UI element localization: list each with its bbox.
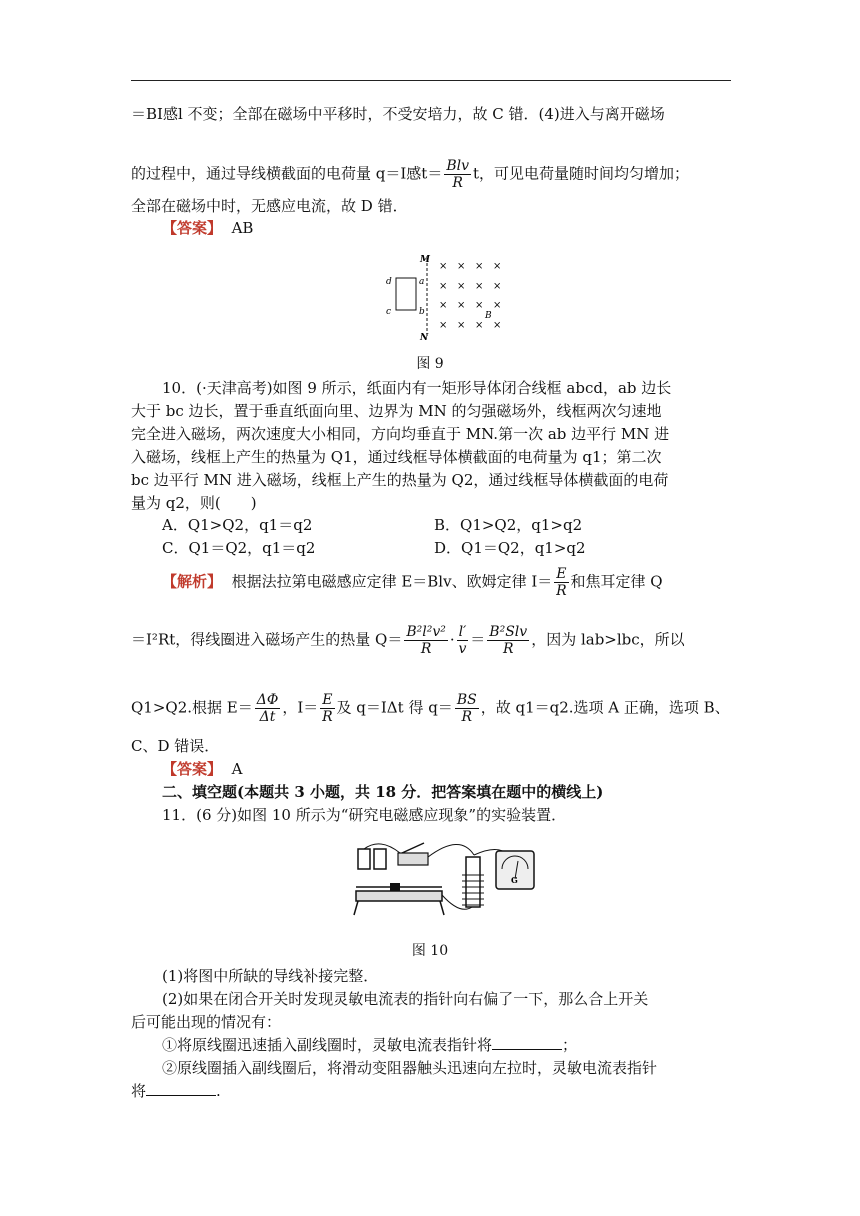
text-span: 和焦耳定律 Q: [570, 572, 663, 591]
option-a: A．Q1>Q2，q1＝q2: [162, 516, 313, 534]
frame-abcd: [396, 278, 416, 310]
option-c: C．Q1＝Q2，q1＝q2: [162, 539, 316, 557]
text-span: t，可见电荷量随时间均匀增加；: [473, 164, 690, 183]
text-span: .: [216, 1082, 221, 1100]
fraction: [455, 692, 479, 725]
analysis-line: [131, 624, 685, 657]
svg-text:×: ×: [439, 320, 448, 331]
denominator: Δt: [259, 709, 276, 725]
analysis-line: C、D 错误．: [131, 737, 220, 755]
text-span: 根据法拉第电磁感应定律 E＝Blv、欧姆定律 I＝: [231, 572, 553, 591]
label-a: a: [419, 277, 425, 287]
text-span: ①将原线圈迅速插入副线圈时，灵敏电流表指针将: [162, 1036, 493, 1054]
figure-10-caption: 图 10: [411, 943, 449, 959]
svg-text:×: ×: [439, 281, 448, 292]
switch-blade: [402, 843, 424, 853]
question-line: bc 边平行 MN 进入磁场，线框上产生的热量为 Q2，通过线框导体横截面的电荷: [131, 471, 669, 489]
text-span: ，故 q1＝q2.选项 A 正确，选项 B、: [480, 698, 730, 717]
meter-label: G: [511, 875, 518, 885]
denominator: R: [461, 709, 473, 725]
svg-text:×: ×: [439, 300, 448, 311]
svg-text:×: ×: [457, 320, 466, 331]
question-line: [162, 1035, 577, 1055]
label-d: d: [386, 277, 392, 287]
numerator: B²l²v²: [406, 624, 446, 640]
denominator: R: [420, 641, 432, 657]
section-heading: 二、填空题(本题共 3 小题，共 18 分．把答案填在题中的横线上): [162, 783, 604, 801]
fraction: [320, 692, 334, 725]
numerator: E: [322, 692, 333, 708]
dot: ·: [449, 630, 455, 649]
denominator: R: [452, 175, 463, 191]
svg-text:×: ×: [475, 281, 484, 292]
analysis-line: [131, 692, 730, 725]
figure-9: [380, 250, 510, 345]
question-line: 后可能出现的情况有：: [131, 1013, 282, 1031]
svg-text:×: ×: [493, 281, 502, 292]
text-span: 的过程中，通过导线横截面的电荷量 q＝I感t＝: [131, 164, 443, 183]
question-line: 完全进入磁场，两次速度大小相同，方向均垂直于 MN.第一次 ab 边平行 MN 进: [131, 425, 670, 443]
question-line: 11．(6 分)如图 10 所示为“研究电磁感应现象”的实验装置．: [162, 806, 567, 824]
svg-text:×: ×: [439, 261, 448, 272]
question-line: (1)将图中所缺的导线补接完整．: [162, 967, 379, 985]
fraction: [487, 624, 529, 657]
question-line: 入磁场，线框上产生的热量为 Q1，通过线框导体横截面的电荷量为 q1；第二次: [131, 448, 662, 466]
option-b: B．Q1>Q2，q1>q2: [434, 516, 583, 534]
text-line: 全部在磁场中时，无感应电流，故 D 错．: [131, 197, 408, 215]
question-line: 10．(·天津高考)如图 9 所示，纸面内有一矩形导体闭合线框 abcd，ab 边长: [162, 379, 672, 397]
question-line: ②原线圈插入副线圈后，将滑动变阻器触头迅速向左拉时，灵敏电流表指针: [162, 1059, 658, 1077]
denominator: R: [322, 709, 333, 725]
text-span: ；: [562, 1036, 578, 1054]
svg-text:×: ×: [493, 261, 502, 272]
answer-value: A: [231, 760, 243, 778]
answer-blank: [146, 1081, 216, 1096]
answer-label: 【答案】: [162, 760, 223, 778]
switch: [398, 853, 428, 865]
rheostat-leg: [440, 901, 444, 915]
question-line: 量为 q2，则( ): [131, 494, 257, 512]
answer-value: AB: [231, 219, 254, 237]
denominator: R: [502, 641, 514, 657]
figure-10: [350, 835, 540, 930]
denominator: v: [458, 641, 467, 657]
numerator: ΔΦ: [256, 692, 279, 708]
label-b: b: [419, 307, 425, 317]
svg-text:×: ×: [475, 261, 484, 272]
wire: [428, 844, 474, 857]
fraction: [255, 692, 281, 725]
svg-text:×: ×: [493, 320, 502, 331]
numerator: BS: [456, 692, 477, 708]
question-line: (2)如果在闭合开关时发现灵敏电流表的指针向右偏了一下，那么合上开关: [162, 990, 649, 1008]
answer-line: [162, 759, 242, 779]
analysis-label: 【解析】: [162, 572, 223, 591]
svg-text:×: ×: [457, 261, 466, 272]
text-span: Q1>Q2.根据 E＝: [131, 698, 253, 717]
equals: ＝: [470, 630, 486, 649]
label-c: c: [386, 307, 392, 317]
svg-text:×: ×: [475, 300, 484, 311]
battery: [374, 849, 386, 869]
svg-text:×: ×: [457, 300, 466, 311]
text-line: ＝BI感l 不变；全部在磁场中平移时，不受安培力，故 C 错．(4)进入与离开磁场: [131, 105, 665, 123]
text-span: ＝I²Rt，得线圈进入磁场产生的热量 Q＝: [131, 630, 403, 649]
answer-label: 【答案】: [162, 219, 223, 237]
rheostat-leg: [354, 901, 358, 915]
fraction: [554, 566, 568, 599]
label-m: M: [420, 255, 430, 265]
svg-text:×: ×: [493, 300, 502, 311]
fraction: [404, 624, 448, 657]
fraction: [444, 158, 471, 191]
text-span: 将: [131, 1082, 147, 1100]
text-span: ，因为 lab>lbc，所以: [531, 630, 685, 649]
numerator: E: [556, 566, 567, 582]
svg-text:×: ×: [457, 281, 466, 292]
numerator: l′: [458, 624, 467, 640]
text-span: ，I＝: [282, 698, 319, 717]
header-rule: [131, 80, 731, 81]
question-line: [131, 1081, 221, 1101]
question-line: 大于 bc 边长，置于垂直纸面向里、边界为 MN 的匀强磁场外，线框两次匀速地: [131, 402, 662, 420]
figure-9-caption: 图 9: [416, 356, 444, 372]
label-b-field: B: [485, 311, 492, 321]
numerator: B²Slv: [489, 624, 528, 640]
rheostat-slider: [390, 883, 400, 891]
answer-blank: [492, 1035, 562, 1050]
denominator: R: [556, 583, 567, 599]
svg-text:×: ×: [475, 320, 484, 331]
answer-line: [162, 218, 253, 238]
field-crosses: [439, 261, 501, 331]
numerator: Blv: [446, 158, 470, 174]
text-line: [131, 158, 689, 191]
rheostat: [356, 891, 442, 901]
battery: [358, 849, 370, 869]
label-n: N: [420, 333, 429, 343]
text-span: 及 q＝IΔt 得 q＝: [336, 698, 453, 717]
option-d: D．Q1＝Q2，q1>q2: [434, 539, 586, 557]
analysis-line: [162, 566, 663, 599]
fraction: [457, 624, 469, 657]
